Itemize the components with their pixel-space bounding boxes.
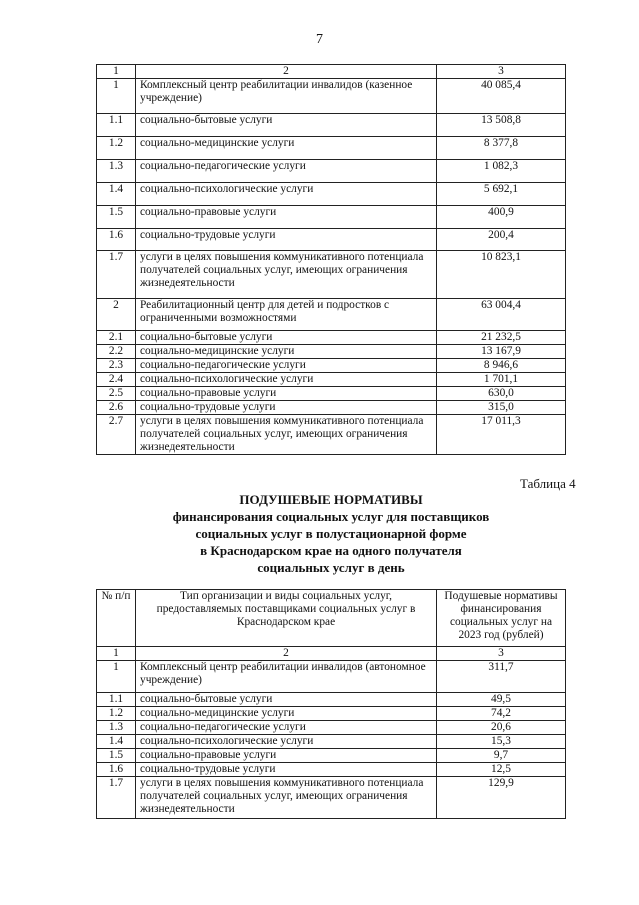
table-row — [97, 763, 566, 777]
service-name: социально-медицинские услуги — [136, 707, 437, 721]
service-name: Комплексный центр реабилитации инвалидов (автономное учреждение) — [136, 661, 437, 693]
row-number: 2 — [97, 299, 136, 331]
row-number: 1.7 — [97, 777, 136, 819]
column-number: 3 — [437, 65, 566, 79]
funding-value: 8 946,6 — [437, 359, 566, 373]
per-capita-norms-table — [96, 589, 566, 819]
funding-value: 315,0 — [437, 401, 566, 415]
row-number: 1.5 — [97, 749, 136, 763]
table-row — [97, 160, 566, 183]
column-number-row — [97, 65, 566, 79]
row-number: 2.7 — [97, 415, 136, 455]
row-number: 2.2 — [97, 345, 136, 359]
table-row — [97, 79, 566, 114]
funding-value: 400,9 — [437, 206, 566, 229]
funding-value: 20,6 — [437, 721, 566, 735]
table-row — [97, 777, 566, 819]
service-name: социально-правовые услуги — [136, 749, 437, 763]
table-row — [97, 251, 566, 299]
funding-value: 9,7 — [437, 749, 566, 763]
funding-value: 17 011,3 — [437, 415, 566, 455]
column-number: 2 — [136, 647, 437, 661]
row-number: 1.5 — [97, 206, 136, 229]
column-number: 1 — [97, 65, 136, 79]
row-number: 1.3 — [97, 160, 136, 183]
funding-value: 129,9 — [437, 777, 566, 819]
row-number: 2.4 — [97, 373, 136, 387]
page-number: 7 — [316, 32, 323, 47]
service-name: социально-трудовые услуги — [136, 763, 437, 777]
row-number: 1 — [97, 661, 136, 693]
service-name: социально-педагогические услуги — [136, 721, 437, 735]
funding-value: 13 508,8 — [437, 114, 566, 137]
table-caption: Таблица 4 — [520, 476, 576, 491]
service-name: социально-педагогические услуги — [136, 160, 437, 183]
table-row — [97, 299, 566, 331]
row-number: 1.6 — [97, 229, 136, 251]
table-row — [97, 735, 566, 749]
service-name: социально-трудовые услуги — [136, 401, 437, 415]
funding-value: 1 701,1 — [437, 373, 566, 387]
table-row — [97, 661, 566, 693]
row-number: 1.2 — [97, 137, 136, 160]
funding-value: 200,4 — [437, 229, 566, 251]
title-line: финансирования социальных услуг для поставщиков — [172, 509, 490, 524]
row-number: 2.5 — [97, 387, 136, 401]
row-number: 1.7 — [97, 251, 136, 299]
title-line: в Краснодарском крае на одного получателя — [200, 543, 462, 558]
column-number: 1 — [97, 647, 136, 661]
funding-value: 40 085,4 — [437, 79, 566, 114]
row-number: 1.4 — [97, 735, 136, 749]
column-number-row — [97, 647, 566, 661]
funding-value: 49,5 — [437, 693, 566, 707]
table-row — [97, 721, 566, 735]
table-title — [96, 491, 566, 576]
header-type: Тип организации и виды социальных услуг, предоставляемых поставщиками социальных услуг в Краснодарском крае — [136, 590, 437, 647]
table-row — [97, 415, 566, 455]
row-number: 1.1 — [97, 693, 136, 707]
row-number: 2.6 — [97, 401, 136, 415]
table-row — [97, 749, 566, 763]
row-number: 1.1 — [97, 114, 136, 137]
row-number: 1.6 — [97, 763, 136, 777]
service-name: социально-правовые услуги — [136, 387, 437, 401]
title-line: социальных услуг в полустационарной форме — [195, 526, 467, 541]
table-row — [97, 359, 566, 373]
table-row — [97, 137, 566, 160]
service-name: социально-психологические услуги — [136, 183, 437, 206]
table-row — [97, 387, 566, 401]
funding-value: 15,3 — [437, 735, 566, 749]
table-row — [97, 707, 566, 721]
table-row — [97, 345, 566, 359]
funding-value: 74,2 — [437, 707, 566, 721]
service-name: услуги в целях повышения коммуникативного потенциала получателей социальных услуг, имеющих ограничения жизнедеятельности — [136, 777, 437, 819]
funding-value: 311,7 — [437, 661, 566, 693]
service-name: социально-психологические услуги — [136, 373, 437, 387]
service-name: социально-педагогические услуги — [136, 359, 437, 373]
funding-value: 13 167,9 — [437, 345, 566, 359]
service-name: социально-бытовые услуги — [136, 114, 437, 137]
funding-value: 10 823,1 — [437, 251, 566, 299]
services-table-continued — [96, 64, 566, 455]
service-name: услуги в целях повышения коммуникативного потенциала получателей социальных услуг, имеющих ограничения жизнедеятельности — [136, 415, 437, 455]
row-number: 2.3 — [97, 359, 136, 373]
header-row — [97, 590, 566, 647]
table-row — [97, 206, 566, 229]
row-number: 1.4 — [97, 183, 136, 206]
header-norms: Подушевые нормативы финансирования социальных услуг на 2023 год (рублей) — [437, 590, 566, 647]
service-name: Реабилитационный центр для детей и подростков с ограниченными возможностями — [136, 299, 437, 331]
row-number: 1.2 — [97, 707, 136, 721]
service-name: услуги в целях повышения коммуникативного потенциала получателей социальных услуг, имеющих ограничения жизнедеятельности — [136, 251, 437, 299]
service-name: социально-медицинские услуги — [136, 345, 437, 359]
funding-value: 12,5 — [437, 763, 566, 777]
service-name: социально-психологические услуги — [136, 735, 437, 749]
funding-value: 5 692,1 — [437, 183, 566, 206]
service-name: социально-трудовые услуги — [136, 229, 437, 251]
table-row — [97, 229, 566, 251]
row-number: 2.1 — [97, 331, 136, 345]
title-line: ПОДУШЕВЫЕ НОРМАТИВЫ — [239, 492, 423, 507]
funding-value: 1 082,3 — [437, 160, 566, 183]
title-line: социальных услуг в день — [257, 560, 405, 575]
table-row — [97, 114, 566, 137]
funding-value: 63 004,4 — [437, 299, 566, 331]
service-name: социально-бытовые услуги — [136, 693, 437, 707]
table-row — [97, 183, 566, 206]
funding-value: 630,0 — [437, 387, 566, 401]
service-name: социально-правовые услуги — [136, 206, 437, 229]
row-number: 1 — [97, 79, 136, 114]
funding-value: 8 377,8 — [437, 137, 566, 160]
service-name: Комплексный центр реабилитации инвалидов (казенное учреждение) — [136, 79, 437, 114]
service-name: социально-медицинские услуги — [136, 137, 437, 160]
table-row — [97, 373, 566, 387]
service-name: социально-бытовые услуги — [136, 331, 437, 345]
header-number: № п/п — [97, 590, 136, 647]
table-row — [97, 401, 566, 415]
column-number: 2 — [136, 65, 437, 79]
table-row — [97, 331, 566, 345]
table-row — [97, 693, 566, 707]
row-number: 1.3 — [97, 721, 136, 735]
funding-value: 21 232,5 — [437, 331, 566, 345]
column-number: 3 — [437, 647, 566, 661]
